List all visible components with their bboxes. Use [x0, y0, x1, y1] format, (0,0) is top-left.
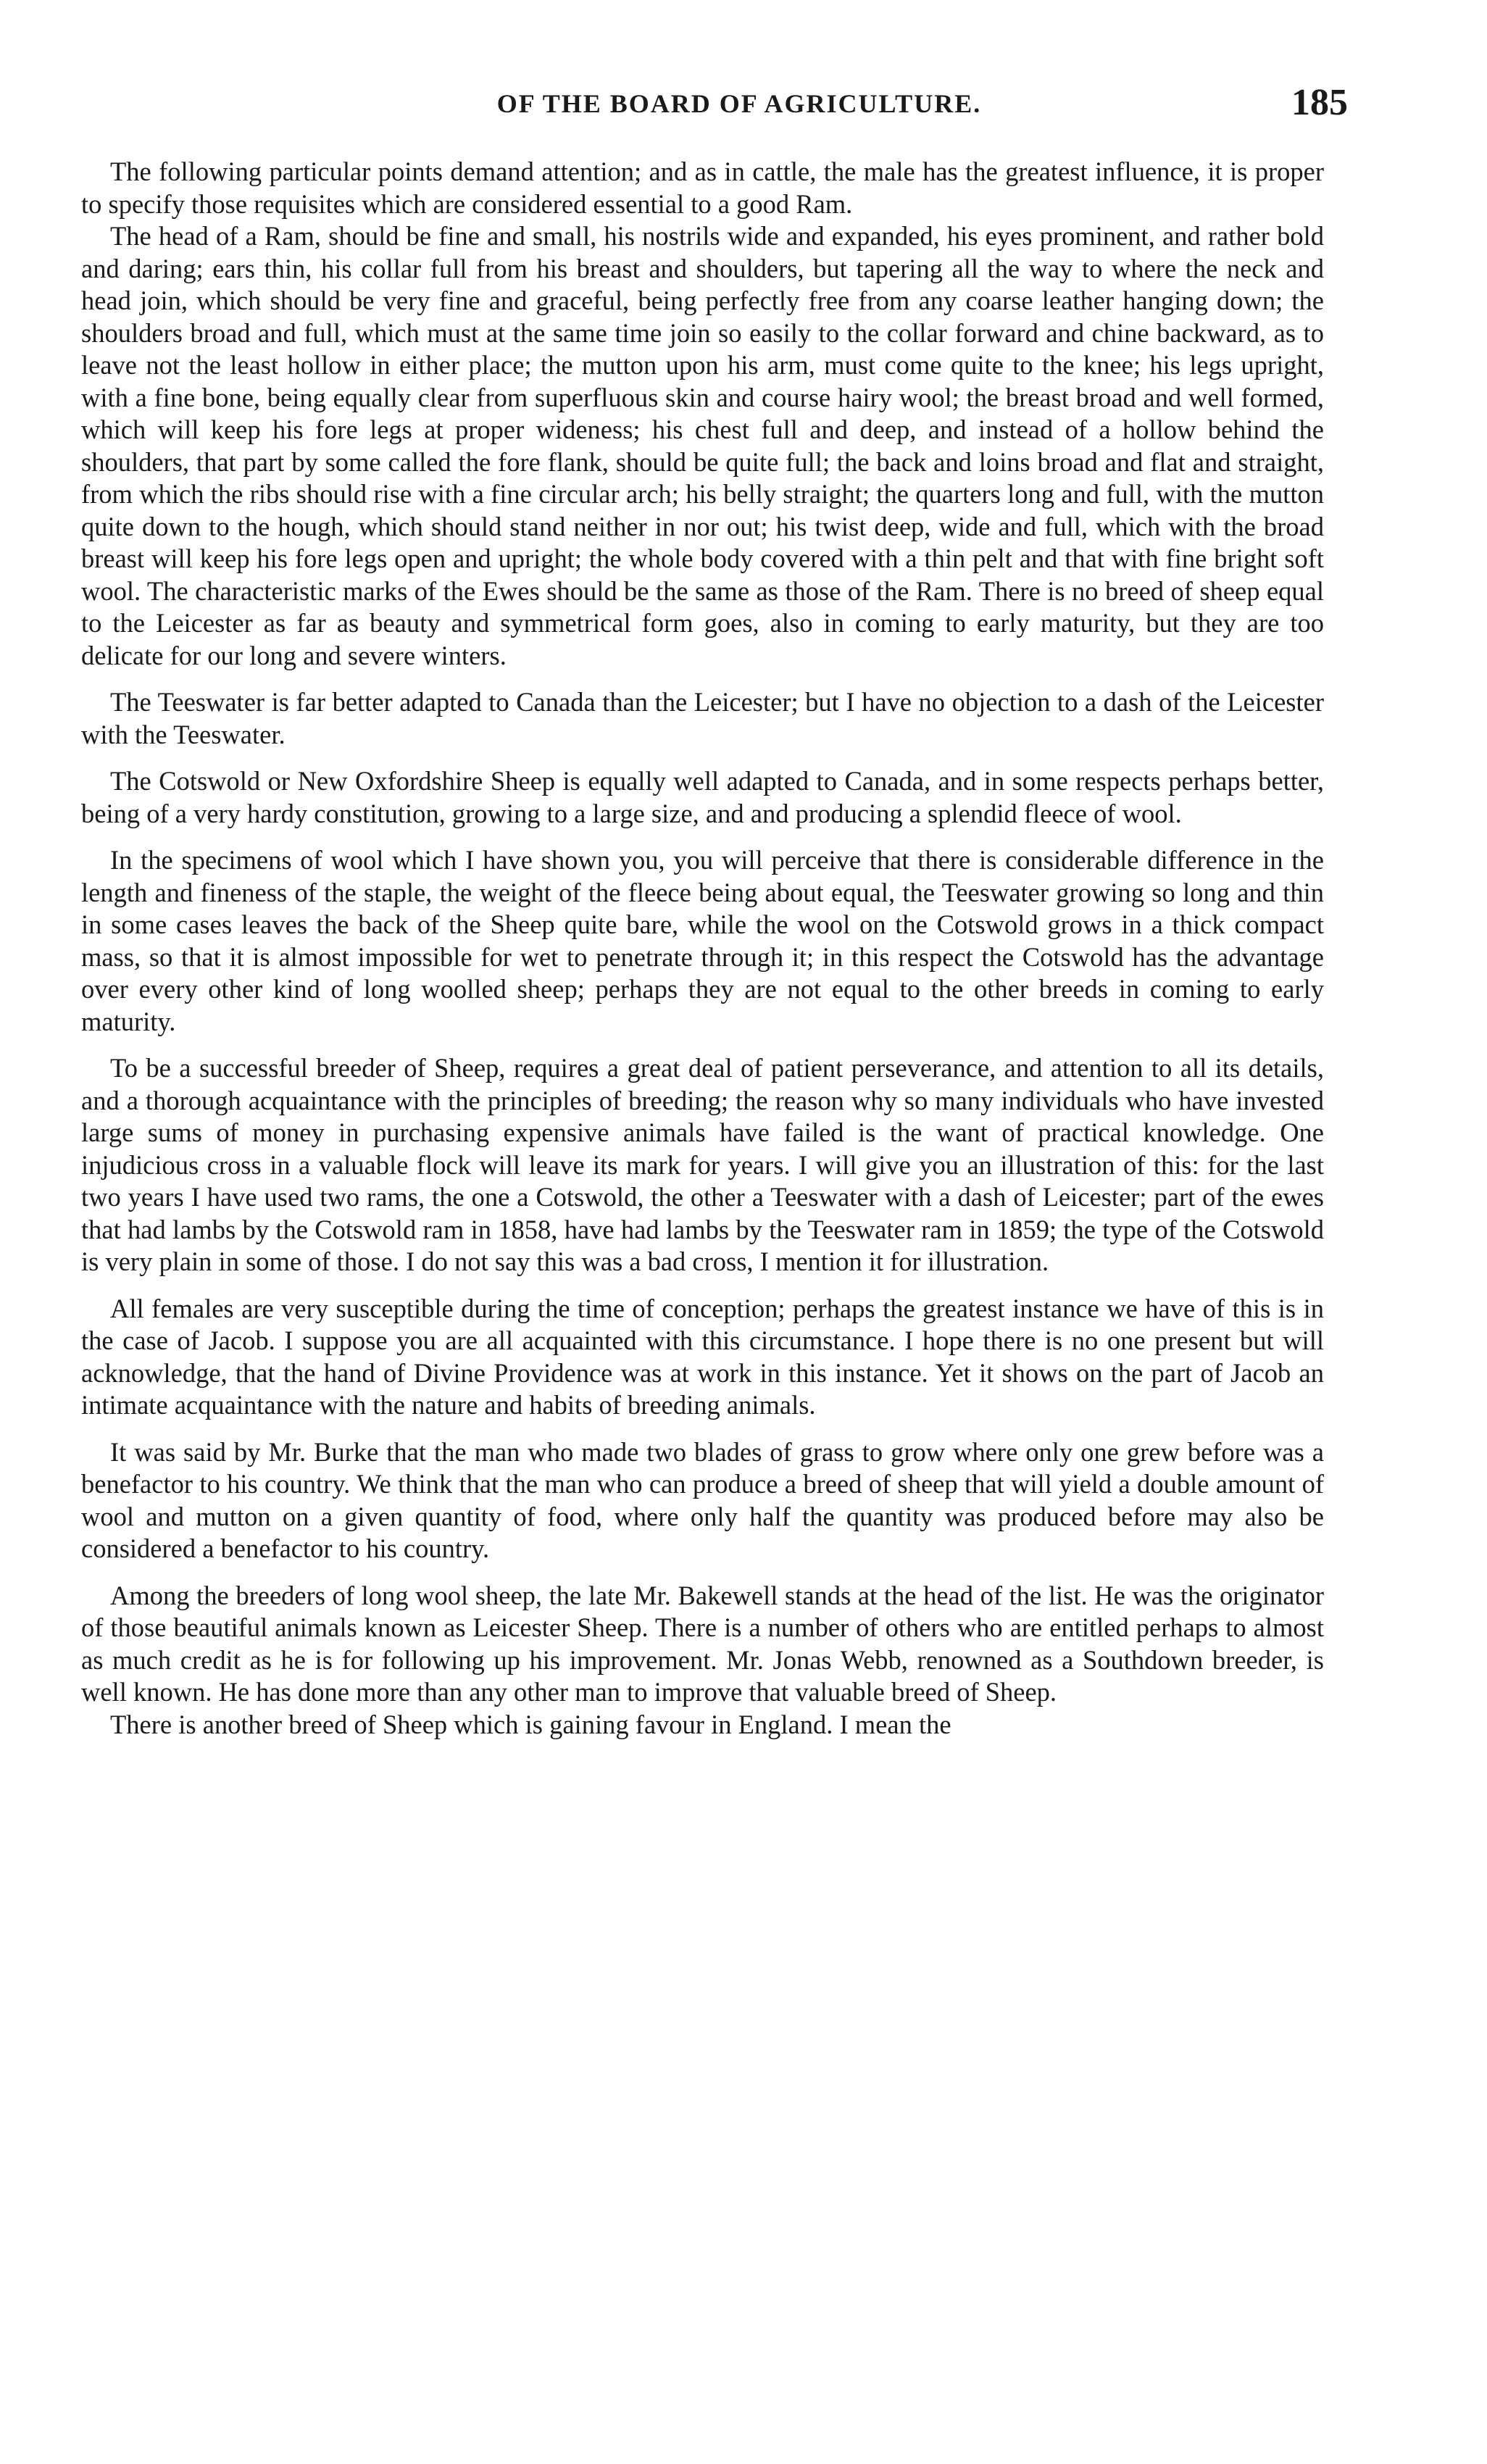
running-title: OF THE BOARD OF AGRICULTURE. — [496, 89, 982, 118]
paragraph-cotswold: The Cotswold or New Oxfordshire Sheep is equally well adapted to Canada, and in some respects perhaps better, being of a very hardy constitution, growing to a large size, and and producing a splendid fleece of wool. — [81, 766, 1324, 828]
paragraph-burke-quote: It was said by Mr. Burke that the man who made two blades of grass to grow where only one grew before was a benefactor to his country. We think that the man who can produce a breed of sheep that will yield a double amount of wool and mutton on a given quantity of food, where only half the quantity was produced before may also be considered a benefactor to his country. — [81, 1436, 1324, 1563]
paragraph-conception: All females are very susceptible during the time of conception; perhaps the greatest instance we have of this is in the case of Jacob. I suppose you are all acquainted with this circumstance. I hope there is no one present but will acknowledge, that the hand of Divine Providence was at work in this instance. Yet it shows on the part of Jacob an intimate acquaintance with the nature and habits of breeding animals. — [81, 1293, 1324, 1420]
paragraph-wool-specimens: In the specimens of wool which I have shown you, you will perceive that there is considerable difference in the length and fineness of the staple, the weight of the fleece being about equal, the Teeswater growing so long and thin in some cases leaves the back of the Sheep quite bare, while the wool on the Cotswold grows in a thick compact mass, so that it is almost impossible for wet to penetrate through it; in this respect the Cotswold has the advantage over every other kind of long woolled sheep; perhaps they are not equal to the other breeds in coming to early maturity. — [81, 845, 1324, 1036]
paragraph-ram-description: The head of a Ram, should be fine and small, his nostrils wide and expanded, his eyes prominent, and rather bold and daring; ears thin, his collar full from his breast and shoulders, but tapering all the way to where the neck and head join, which should be very fine and graceful, being perfectly free from any coarse leather hanging down; the shoulders broad and full, which must at the same time join so easily to the collar forward and chine backward, as to leave not the least hollow in either place; the mutton upon his arm, must come quite to the knee; his legs upright, with a fine bone, being equally clear from superfluous skin and course hairy wool; the breast broad and well formed, which will keep his fore legs at proper wideness; his chest full and deep, and instead of a hollow behind the shoulders, that part by some called the fore flank, should be quite full; the back and loins broad and flat and straight, from which the ribs should rise with a fine circular arch; his belly straight; the quarters long and full, with the mutton quite down to the hough, which should stand neither in nor out; his twist deep, wide and full, which with the broad breast will keep his fore legs open and upright; the whole body covered with a thin pelt and that with fine bright soft wool. The characteristic marks of the Ewes should be the same as those of the Ram. There is no breed of sheep equal to the Leicester as far as beauty and symmetrical form goes, also in coming to early maturity, but they are too delicate for our long and severe winters. — [81, 221, 1324, 670]
running-head — [130, 81, 1348, 125]
paragraph-another-breed: There is another breed of Sheep which is gaining favour in England. I mean the — [110, 1709, 951, 1739]
paragraph-successful-breeder: To be a successful breeder of Sheep, requires a great deal of patient perseverance, and attention to all its details, and a thorough acquaintance with the principles of breeding; the reason why so many individuals who have invested large sums of money in purchasing expensive animals have failed is the want of practical knowledge. One injudicious cross in a valuable flock will leave its mark for years. I will give you an illustration of this: for the last two years I have used two rams, the one a Cotswold, the other a Teeswater with a dash of Leicester; part of the ewes that had lambs by the Cotswold ram in 1858, have had lambs by the Teeswater ram in 1859; the type of the Cotswold is very plain in some of those. I do not say this was a bad cross, I mention it for illustration. — [81, 1053, 1324, 1276]
page-number: 185 — [1291, 82, 1348, 123]
paragraph-ram-requisites: The following particular points demand attention; and as in cattle, the male has the greatest influence, it is proper to specify those requisites which are considered essential to a good Ram. — [81, 157, 1324, 219]
paragraph-bakewell: Among the breeders of long wool sheep, the late Mr. Bakewell stands at the head of the list. He was the originator of those beautiful animals known as Leicester Sheep. There is a number of others who are entitled perhaps to almost as much credit as he is for following up his improvement. Mr. Jonas Webb, renowned as a Southdown breeder, is well known. He has done more than any other man to improve that valuable breed of Sheep. — [81, 1580, 1324, 1707]
paragraph-teeswater: The Teeswater is far better adapted to Canada than the Leicester; but I have no objection to a dash of the Leicester with the Teeswater. — [81, 687, 1324, 749]
body-text — [81, 156, 1324, 1741]
